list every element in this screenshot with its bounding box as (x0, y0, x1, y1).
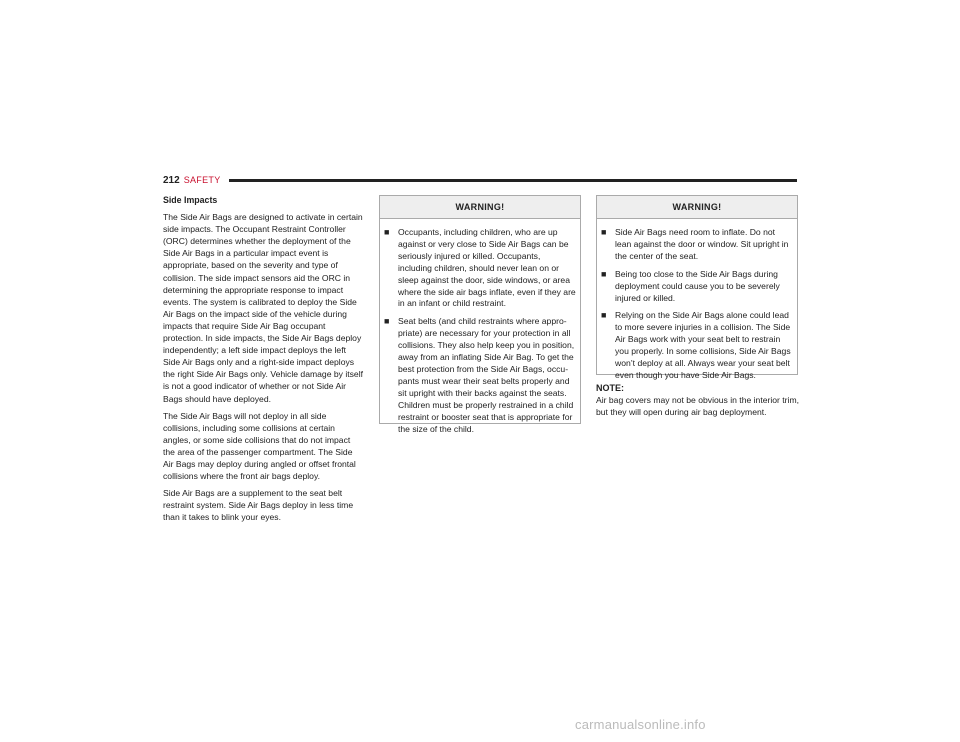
paragraph: The Side Air Bags are designed to activate in certain side impacts. The Occupant Restraint Controller (ORC) determines whether the deployment of the Side Air Bags in a particular impact event is appropriate, based on the severity and type of collision. The side impact sensors aid the ORC in determining the appropriate response to impact events. The system is calibrated to deploy the Side Air Bags on the impact side of the vehicle during impacts that require Side Air Bag occupant protection. In side impacts, the Side Air Bags deploy independently; a left side impact deploys the left Side Air Bags only and a right-side impact deploys the right Side Air Bags only. Vehicle damage by itself is not a good indicator of whether or not Side Air Bags should have deployed. (163, 212, 363, 404)
note-text: Air bag covers may not be obvious in the interior trim, but they will open during air bag deployment. (596, 394, 799, 417)
paragraph: The Side Air Bags will not deploy in all side collisions, including some collisions at certain angles, or some side collisions that do not impact the area of the passenger compartment. The Side Air Bags may deploy during angled or offset frontal collisions where the front air bags deploy. (163, 410, 356, 482)
header-rule (229, 179, 798, 182)
warning-title: WARNING! (597, 196, 797, 219)
list-item (384, 227, 576, 310)
warning-box-2 (596, 195, 798, 380)
bullet-icon: ■ (601, 310, 607, 321)
watermark: carmanualsonline.info (575, 717, 706, 732)
list-item (601, 269, 793, 305)
note-block (596, 383, 802, 419)
list-item (601, 227, 793, 263)
bullet-icon: ■ (601, 268, 607, 279)
warning-list (597, 219, 797, 382)
warning-item-text: Relying on the Side Air Bags alone could lead to more severe injuries in a collision. The Side Air Bags work with your seat belt to restrain you properly. In some collisions, Side Air Bags won’t deploy at all. Always wear your seat belt even though you have Side Air Bags. (615, 310, 791, 380)
bullet-icon: ■ (601, 227, 607, 237)
list-item (384, 316, 576, 435)
bullet-icon: ■ (384, 227, 390, 237)
warning-item-text: Seat belts (and child restraints where appro-priate) are necessary for your protection in all collisions. They also help keep you in position, away from an inflating Side Air Bag. To get the best protection from the Side Air Bags, occu-pants must wear their seat belts properly and sit upright with their backs against the seats. Children must be properly restrained in a child restraint or booster seat that is appropriate for the size of the child. (398, 316, 575, 434)
warning-list (380, 219, 580, 435)
bullet-icon: ■ (384, 316, 390, 327)
warning-item-text: Occupants, including children, who are up against or very close to Side Air Bags can be seriously injured or killed. Occupants, including children, should never lean on or sleep against the door, side windows, or area where the side air bags inflate, even if they are in an infant or child restraint. (398, 227, 576, 309)
page-number: 212 (163, 174, 180, 186)
warning-item-text: Being too close to the Side Air Bags during deployment could cause you to be severely injured or killed. (615, 268, 780, 303)
subheading-side-impacts: Side Impacts (163, 195, 218, 205)
warning-item-text: Side Air Bags need room to inflate. Do not lean against the door or window. Sit upright in the center of the seat. (615, 227, 789, 261)
page-header (163, 172, 797, 188)
section-title: SAFETY (183, 175, 221, 185)
list-item (601, 310, 793, 381)
note-label: NOTE: (596, 383, 624, 393)
left-column (163, 194, 363, 528)
paragraph: Side Air Bags are a supplement to the seat belt restraint system. Side Air Bags deploy in less time than it takes to blink your eyes. (163, 488, 354, 523)
warning-title: WARNING! (380, 196, 580, 219)
warning-box-1 (379, 195, 581, 434)
